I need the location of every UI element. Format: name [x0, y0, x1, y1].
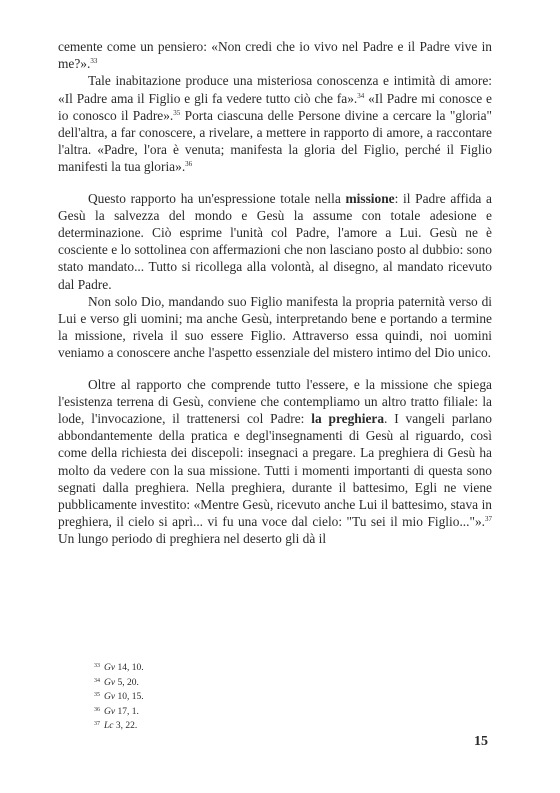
keyword-missione: missione	[345, 190, 395, 206]
footnote-ref: 10, 15.	[117, 692, 144, 703]
paragraph-2	[58, 72, 492, 175]
footnote-book: Gv	[104, 663, 116, 673]
paragraph-5-text-c: Un lungo periodo di preghiera nel deserto gli dà il	[58, 531, 327, 547]
paragraph-2-text-b: «Il Padre mi conosce e io conosco il Padre».	[58, 90, 492, 123]
footnote-33	[94, 660, 294, 675]
footnote-book: Gv	[104, 692, 116, 703]
page-body	[58, 38, 492, 548]
footnotes	[94, 660, 294, 733]
footnote-ref: 14, 10.	[117, 663, 144, 673]
paragraph-4-text: Non solo Dio, mandando suo Figlio manifesta la propria paternità verso di Lui e verso gli uomini; ma anche Gesù, interpretando bene e portando a termine la missione, rivela il suo essere Figlio. Attraverso essa quindi, noi uomini veniamo a conoscere anche l'aspetto essenziale del mistero intimo del Dio unico.	[58, 293, 492, 361]
note-ref-33: 33	[90, 57, 98, 66]
footnote-36	[94, 704, 294, 719]
paragraph-5	[58, 376, 492, 548]
note-ref-37: 37	[485, 515, 492, 524]
footnote-number: 37	[94, 721, 100, 728]
footnote-34	[94, 675, 294, 690]
paragraph-2-text-a: Tale inabitazione produce una misteriosa conoscenza e intimità di amore: «Il Padre ama il Figlio e gli fa vedere tutto ciò che fa».	[58, 73, 492, 106]
paragraph-3	[58, 190, 492, 293]
note-ref-35: 35	[173, 108, 181, 117]
footnote-ref: 5, 20.	[117, 677, 139, 688]
footnote-number: 34	[94, 677, 100, 684]
paragraph-1-text: cemente come un pensiero: «Non credi che io vivo nel Padre e il Padre vive in me?».	[58, 39, 492, 72]
note-ref-34: 34	[357, 91, 365, 100]
paragraph-5-text-b: . I vangeli parlano abbondantemente della pratica e degl'insegnamenti di Gesù al riguardo, così come della richiesta dei discepoli: insegnaci a pregare. La preghiera di Gesù ha molto da vedere con la sua missione. Tutti i momenti importanti di questa sono segnati dalla preghiera. Nella preghiera, durante il battesimo, Egli ne viene pubblicamente investito: «Mentre Gesù, ricevuto anche Lui il battesimo, stava in preghiera, il cielo si aprì... vi fu una voce dal cielo: "Tu sei il mio Figlio..."».	[58, 411, 492, 530]
footnote-number: 35	[94, 692, 100, 699]
paragraph-4	[58, 293, 492, 362]
paragraph-2-text-c: Porta ciascuna delle Persone divine a cercare la "gloria" dell'altra, a far conoscere, a rivelare, a mettere in rapporto di amore, a raccontare l'altra. «Padre, l'ora è venuta; manifesta la gloria del Figlio, perché il Figlio manifesti la tua gloria».	[58, 107, 493, 175]
footnote-ref: 3, 22.	[115, 721, 138, 732]
footnote-book: Lc	[104, 721, 114, 732]
footnote-37	[94, 718, 294, 733]
footnote-book: Gv	[104, 677, 116, 688]
footnote-35	[94, 689, 294, 704]
paragraph-1	[58, 38, 492, 72]
footnote-ref: 17, 1.	[117, 706, 139, 717]
footnote-number: 36	[94, 706, 100, 713]
page-number: 15	[474, 734, 488, 749]
paragraph-3-text-b: : il Padre affida a Gesù la salvezza del mondo e Gesù la assume con totale adesione e determinazione. Ciò esprime l'unità col Padre, l'amore a Lui. Gesù ne è cosciente e lo sottolinea con affermazioni che non lasciano posto al dubbio: sono stato mandato... Tutto si ricollega alla volontà, al disegno, al mandato ricevuto dal Padre.	[58, 190, 492, 292]
footnote-number: 33	[94, 663, 100, 669]
paragraph-3-text-a: Questo rapporto ha un'espressione totale nella	[88, 190, 346, 206]
keyword-preghiera: la preghiera	[311, 411, 385, 427]
footnote-book: Gv	[104, 706, 116, 717]
paragraph-5-text-a: Oltre al rapporto che comprende tutto l'essere, e la missione che spiega l'esistenza terrena di Gesù, conviene che contempliamo un altro tratto filiale: la lode, l'invocazione, il trattenersi col Padre:	[58, 376, 492, 427]
note-ref-36: 36	[185, 160, 193, 169]
